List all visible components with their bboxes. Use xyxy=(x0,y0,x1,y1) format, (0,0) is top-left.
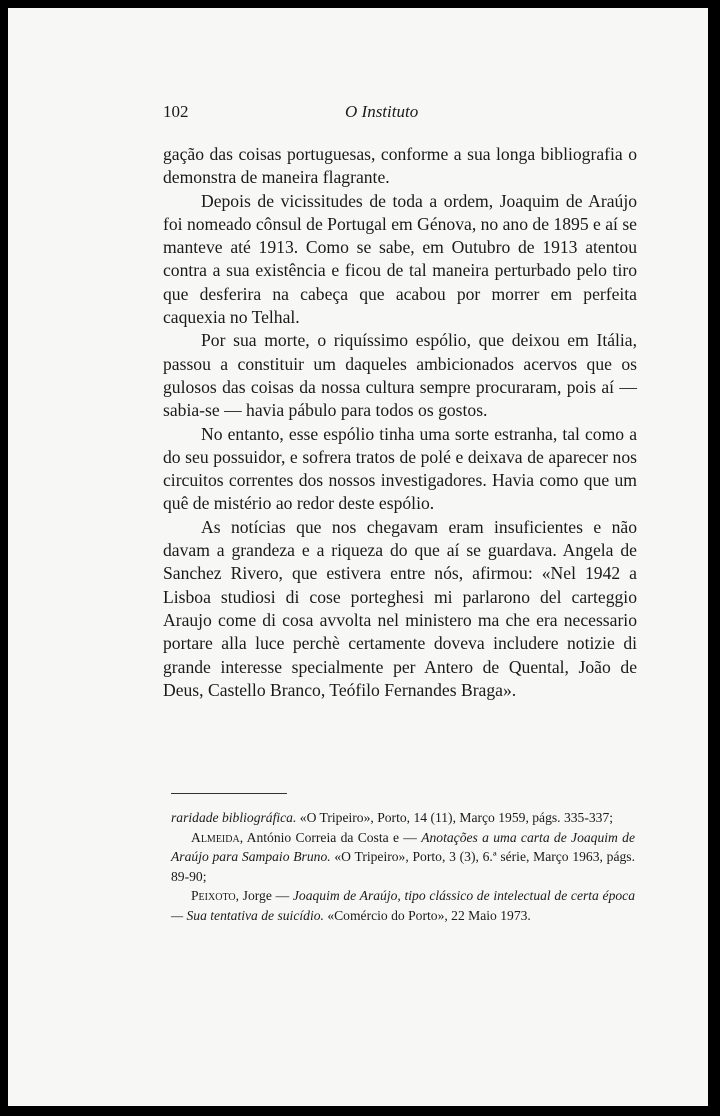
book-page xyxy=(8,8,708,1106)
paragraph-1: gação das coisas portuguesas, conforme a sua longa bibliografia o demonstra de maneira flagrante. xyxy=(163,144,637,188)
paragraph-3: Por sua morte, o riquíssimo espólio, que deixou em Itália, passou a constituir um daqueles ambicionados acervos que os gulosos das coisas da nossa cultura sempre procuraram, pois aí — sabia-se — havia pábulo para todos os gostos. xyxy=(163,330,637,421)
footnote-3-source: «Comércio do Porto», 22 Maio 1973. xyxy=(323,907,531,923)
paragraph-5: As notícias que nos chegavam eram insuficientes e não davam a grandeza e a riqueza do que aí se guardava. Angela de Sanchez Rivero, que estivera entre nós, afirmou: «Nel 1942 a Lisboa studiosi di cose porteghesi mi parlarono del carteggio Araujo come di cosa avvolta nel ministero ma che era necessario portare alla luce perchè certamente doveva includere notizie di grande interesse specialmente per Antero de Quental, João de Deus, Castello Branco, Teófilo Fernandes Braga». xyxy=(163,516,637,700)
footnote-1-source: «O Tripeiro», Porto, 14 (11), Março 1959, págs. 335-337; xyxy=(296,810,614,825)
footnote-2-title: Anotações a uma carta de Joaquim de Araújo para Sampaio Bruno. xyxy=(171,829,635,865)
footnotes xyxy=(171,808,635,926)
footnote-2 xyxy=(171,828,635,887)
footnote-1-title: raridade bibliográfica. xyxy=(171,810,297,825)
running-title: O Instituto xyxy=(345,102,419,121)
footnote-2-author: Almeida xyxy=(191,829,240,845)
paragraph-4: No entanto, esse espólio tinha uma sorte estranha, tal como a do seu possuidor, e sofrera tratos de polé e deixava de aparecer nos circuitos correntes dos nossos investigadores. Havia como que um quê de mistério ao redor deste espólio. xyxy=(163,423,637,514)
footnote-2-name: , António Correia da Costa e — xyxy=(239,829,422,845)
footnote-3-title: Joaquim de Araújo, tipo clássico de intelectual de certa época — Sua tentativa de suicídio. xyxy=(171,888,635,923)
footnote-3-name: , Jorge — xyxy=(235,888,293,904)
paragraph-2: Depois de vicissitudes de toda a ordem, Joaquim de Araújo foi nomeado cônsul de Portugal em Génova, no ano de 1895 e aí se manteve até 1913. Como se sabe, em Outubro de 1913 atentou contra a sua existência e ficou de tal maneira perturbado pelo tiro que desferira na cabeça que acabou por morrer em perfeita caquexia no Telhal. xyxy=(163,190,637,328)
footnote-2-source: «O Tripeiro», Porto, 3 (3), 6.ª série, Março 1963, págs. 89-90; xyxy=(171,849,635,884)
footnote-3 xyxy=(171,886,635,925)
footnote-rule xyxy=(171,793,287,794)
main-text xyxy=(163,143,637,702)
footnote-1 xyxy=(171,808,635,828)
footnote-3-author: Peixoto xyxy=(191,888,236,904)
page-number: 102 xyxy=(163,102,189,121)
